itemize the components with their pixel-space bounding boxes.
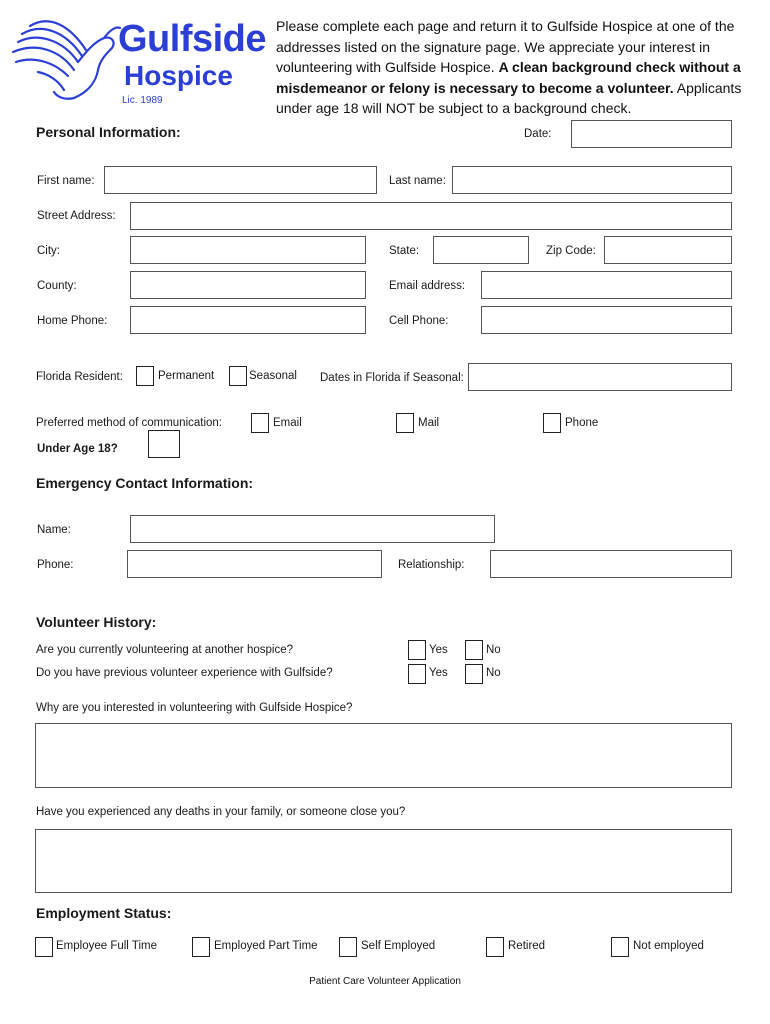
volunteer-history-heading: Volunteer History: bbox=[36, 614, 157, 630]
relationship-label: Relationship: bbox=[398, 559, 465, 571]
question-why-interested: Why are you interested in volunteering with Gulfside Hospice? bbox=[36, 702, 353, 714]
date-field[interactable] bbox=[571, 120, 732, 148]
other-hospice-yes-checkbox[interactable] bbox=[408, 640, 426, 660]
permanent-label: Permanent bbox=[158, 370, 215, 382]
not-employed-checkbox[interactable] bbox=[611, 937, 629, 957]
full-time-checkbox[interactable] bbox=[35, 937, 53, 957]
previous-experience-no-label: No bbox=[486, 667, 501, 679]
retired-checkbox[interactable] bbox=[486, 937, 504, 957]
dates-seasonal-field[interactable] bbox=[468, 363, 732, 391]
emergency-name-label: Name: bbox=[37, 524, 71, 536]
footer-title: Patient Care Volunteer Application bbox=[309, 976, 461, 987]
not-employed-label: Not employed bbox=[633, 940, 704, 952]
pref-phone-label: Phone bbox=[565, 417, 599, 429]
zip-code-label: Zip Code: bbox=[546, 245, 596, 257]
logo-name-line1: Gulfside bbox=[118, 18, 267, 60]
question-previous-experience: Do you have previous volunteer experience with Gulfside? bbox=[36, 667, 333, 679]
last-name-label: Last name: bbox=[389, 175, 446, 187]
part-time-checkbox[interactable] bbox=[192, 937, 210, 957]
permanent-checkbox[interactable] bbox=[136, 366, 154, 386]
previous-experience-no-checkbox[interactable] bbox=[465, 664, 483, 684]
last-name-field[interactable] bbox=[452, 166, 732, 194]
self-employed-label: Self Employed bbox=[361, 940, 436, 952]
county-label: County: bbox=[37, 280, 77, 292]
under-18-label: Under Age 18? bbox=[37, 443, 118, 455]
logo-license: Lic. 1989 bbox=[122, 95, 163, 106]
question-deaths: Have you experienced any deaths in your family, or someone close you? bbox=[36, 806, 406, 818]
intro-text-2: Applicants under age 18 will NOT be subject to a background check. bbox=[276, 79, 742, 116]
zip-code-field[interactable] bbox=[604, 236, 732, 264]
city-label: City: bbox=[37, 245, 60, 257]
deaths-textarea[interactable] bbox=[35, 829, 732, 893]
seasonal-checkbox[interactable] bbox=[229, 366, 247, 386]
emergency-name-field[interactable] bbox=[130, 515, 495, 543]
street-address-field[interactable] bbox=[130, 202, 732, 230]
under-18-checkbox[interactable] bbox=[148, 430, 180, 458]
email-address-label: Email address: bbox=[389, 280, 466, 292]
pref-email-checkbox[interactable] bbox=[251, 413, 269, 433]
logo-name-line2: Hospice bbox=[124, 60, 233, 91]
personal-info-heading: Personal Information: bbox=[36, 124, 181, 140]
pref-mail-checkbox[interactable] bbox=[396, 413, 414, 433]
relationship-field[interactable] bbox=[490, 550, 732, 578]
emergency-phone-field[interactable] bbox=[127, 550, 382, 578]
state-label: State: bbox=[389, 245, 420, 257]
home-phone-field[interactable] bbox=[130, 306, 366, 334]
preferred-communication-label: Preferred method of communication: bbox=[36, 417, 223, 429]
home-phone-label: Home Phone: bbox=[37, 315, 108, 327]
cell-phone-field[interactable] bbox=[481, 306, 732, 334]
date-label: Date: bbox=[524, 128, 552, 140]
email-address-field[interactable] bbox=[481, 271, 732, 299]
seasonal-label: Seasonal bbox=[249, 370, 297, 382]
full-time-label: Employee Full Time bbox=[56, 940, 157, 952]
other-hospice-yes-label: Yes bbox=[429, 644, 448, 656]
other-hospice-no-checkbox[interactable] bbox=[465, 640, 483, 660]
intro-paragraph bbox=[276, 16, 746, 119]
previous-experience-yes-label: Yes bbox=[429, 667, 448, 679]
employment-status-heading: Employment Status: bbox=[36, 905, 172, 921]
previous-experience-yes-checkbox[interactable] bbox=[408, 664, 426, 684]
dates-seasonal-label: Dates in Florida if Seasonal: bbox=[320, 372, 464, 384]
question-other-hospice: Are you currently volunteering at another hospice? bbox=[36, 644, 293, 656]
street-address-label: Street Address: bbox=[37, 210, 116, 222]
first-name-label: First name: bbox=[37, 175, 95, 187]
city-field[interactable] bbox=[130, 236, 366, 264]
self-employed-checkbox[interactable] bbox=[339, 937, 357, 957]
emergency-phone-label: Phone: bbox=[37, 559, 74, 571]
intro-bold-text: A clean background check without a misdemeanor or felony is necessary to become a volunteer. bbox=[276, 59, 741, 96]
emergency-contact-heading: Emergency Contact Information: bbox=[36, 475, 254, 491]
retired-label: Retired bbox=[508, 940, 546, 952]
dove-logo-icon bbox=[8, 12, 123, 104]
why-interested-textarea[interactable] bbox=[35, 723, 732, 788]
county-field[interactable] bbox=[130, 271, 366, 299]
pref-mail-label: Mail bbox=[418, 417, 440, 429]
pref-email-label: Email bbox=[273, 417, 302, 429]
cell-phone-label: Cell Phone: bbox=[389, 315, 449, 327]
pref-phone-checkbox[interactable] bbox=[543, 413, 561, 433]
intro-text-1: Please complete each page and return it to Gulfside Hospice at one of the addresses listed on the signature page. We appreciate your interest in volunteering with Gulfside Hospice. bbox=[276, 18, 735, 75]
part-time-label: Employed Part Time bbox=[214, 940, 318, 952]
florida-resident-label: Florida Resident: bbox=[36, 371, 123, 383]
state-field[interactable] bbox=[433, 236, 529, 264]
other-hospice-no-label: No bbox=[486, 644, 501, 656]
first-name-field[interactable] bbox=[104, 166, 377, 194]
